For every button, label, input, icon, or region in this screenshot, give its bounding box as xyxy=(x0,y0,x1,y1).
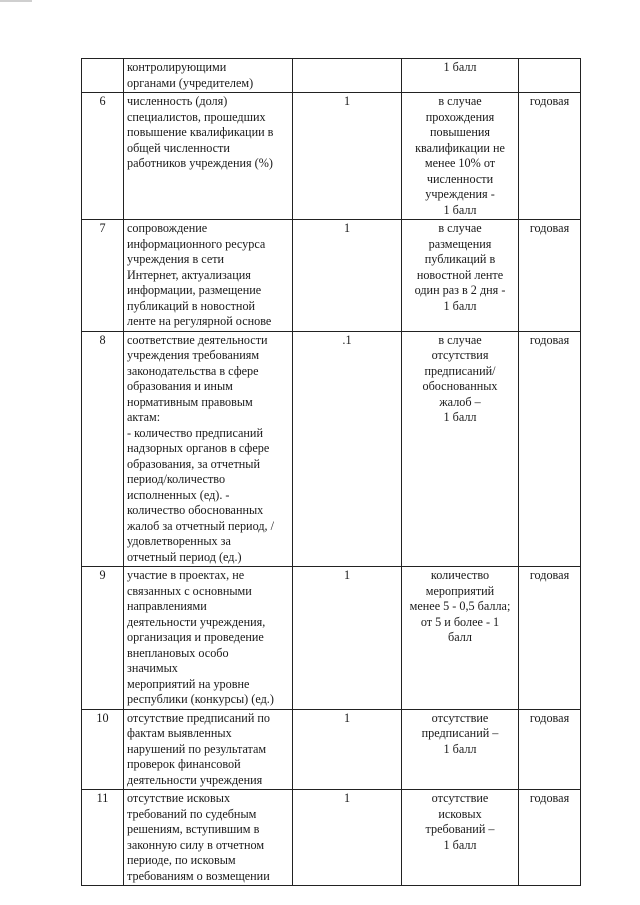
criterion-name-line: фактам выявленных xyxy=(127,726,232,740)
criterion-name-line: образования и иным xyxy=(127,379,233,393)
condition-line: 1 балл xyxy=(443,837,477,852)
table-row xyxy=(82,220,581,332)
criterion-name-line: контролирующими xyxy=(127,60,227,74)
condition-cell xyxy=(402,93,519,220)
row-number-cell: 9 xyxy=(82,567,124,710)
criterion-name-line: нормативным правовым xyxy=(127,394,253,409)
criterion-name-line: надзорных органов в сфере xyxy=(127,441,270,455)
criterion-name-line: специалистов, прошедших xyxy=(127,109,266,124)
condition-line: мероприятий xyxy=(425,583,495,598)
condition-line: отсутствия xyxy=(431,348,489,362)
table-row xyxy=(82,790,581,886)
criterion-name-cell xyxy=(124,567,293,710)
criterion-name-line: период/количество xyxy=(127,472,226,486)
criterion-name-cell xyxy=(124,331,293,567)
criterion-name-line: республики (конкурсы) (ед.) xyxy=(127,692,274,706)
weight-cell: 1 xyxy=(293,567,402,710)
criterion-name-line: требованиям о возмещении xyxy=(127,868,270,883)
criterion-name-line: количество обоснованных xyxy=(127,503,264,517)
criterion-name-line: сопровождение xyxy=(127,221,208,235)
period-cell: годовая xyxy=(519,331,581,567)
criterion-name-line: публикаций в новостной xyxy=(127,298,256,313)
condition-line: повышения xyxy=(429,125,490,139)
criterion-name-line: актам: xyxy=(127,410,161,424)
condition-line: жалоб – xyxy=(439,394,481,409)
criterion-name-cell xyxy=(124,790,293,886)
condition-line: численности xyxy=(426,171,494,186)
condition-line: предписаний/ xyxy=(424,363,496,378)
condition-line: публикаций в xyxy=(424,252,496,266)
row-number-cell xyxy=(82,59,124,93)
criterion-name-line: законодательства в сфере xyxy=(127,363,259,378)
criterion-name-cell xyxy=(124,709,293,790)
weight-cell: 1 xyxy=(293,220,402,332)
row-number-cell: 7 xyxy=(82,220,124,332)
row-number-cell: 6 xyxy=(82,93,124,220)
condition-line: количество xyxy=(430,568,490,582)
criterion-name-line: участие в проектах, не xyxy=(127,568,245,582)
criterion-name-line: учреждения в сети xyxy=(127,252,225,266)
condition-line: отсутствие xyxy=(431,791,489,805)
criterion-name-line: отсутствие предписаний по xyxy=(127,710,271,725)
period-cell: годовая xyxy=(519,567,581,710)
condition-line: обоснованных xyxy=(422,379,498,393)
condition-line: размещения xyxy=(428,236,492,251)
criterion-name-line: - количество предписаний xyxy=(127,425,263,440)
period-cell: годовая xyxy=(519,709,581,790)
criterion-name-line: повышение квалификации в xyxy=(127,125,274,139)
weight-cell: 1 xyxy=(293,709,402,790)
period-cell xyxy=(519,59,581,93)
condition-line: от 5 и более - 1 xyxy=(420,614,500,629)
condition-line: в случае xyxy=(438,94,482,108)
condition-line: 1 балл xyxy=(443,202,477,217)
criterion-name-line: информационного ресурса xyxy=(127,236,266,251)
condition-line: 1 балл xyxy=(443,741,477,756)
criterion-name-line: исполненных (ед). - xyxy=(127,487,230,502)
condition-line: квалификации не xyxy=(415,140,505,155)
period-cell: годовая xyxy=(519,790,581,886)
condition-line: балл xyxy=(448,630,472,644)
condition-line: 1 балл xyxy=(443,298,477,313)
condition-line: менее 10% от xyxy=(424,156,496,170)
criterion-name-cell xyxy=(124,93,293,220)
criterion-name-line: организация и проведение xyxy=(127,630,264,644)
table-row xyxy=(82,331,581,567)
criteria-table-body xyxy=(82,59,581,886)
criterion-name-line: деятельности учреждения xyxy=(127,772,263,787)
criterion-name-line: внеплановых особо xyxy=(127,645,229,660)
table-row xyxy=(82,567,581,710)
criterion-name-line: направлениями xyxy=(127,599,207,613)
criterion-name-line: ленте на регулярной основе xyxy=(127,314,272,328)
condition-line: 1 балл xyxy=(443,410,477,424)
table-row xyxy=(82,709,581,790)
criterion-name-line: удовлетворенных за xyxy=(127,534,231,548)
criterion-name-cell xyxy=(124,59,293,93)
criterion-name-line: общей численности xyxy=(127,140,230,155)
condition-line: менее 5 - 0,5 балла; xyxy=(409,599,511,613)
period-cell: годовая xyxy=(519,93,581,220)
criterion-name-line: мероприятий на уровне xyxy=(127,676,250,691)
criterion-name-line: работников учреждения (%) xyxy=(127,156,273,170)
condition-cell xyxy=(402,331,519,567)
weight-cell: 1 xyxy=(293,93,402,220)
condition-line: в случае xyxy=(438,332,482,347)
period-cell: годовая xyxy=(519,220,581,332)
condition-cell xyxy=(402,709,519,790)
row-number-cell: 11 xyxy=(82,790,124,886)
condition-line: требований – xyxy=(425,822,495,836)
table-row xyxy=(82,93,581,220)
criterion-name-line: жалоб за отчетный период, / xyxy=(127,518,275,533)
condition-cell xyxy=(402,567,519,710)
criterion-name-line: образования, за отчетный xyxy=(127,456,261,471)
criteria-table xyxy=(81,58,581,886)
criterion-name-line: связанных с основными xyxy=(127,583,252,598)
criterion-name-line: информации, размещение xyxy=(127,283,262,297)
criterion-name-line: решениям, вступившим в xyxy=(127,822,260,836)
criterion-name-line: численность (доля) xyxy=(127,94,228,108)
condition-line: в случае xyxy=(438,221,482,235)
criterion-name-line: органами (учредителем) xyxy=(127,75,254,90)
criterion-name-line: деятельности учреждения, xyxy=(127,614,266,629)
criterion-name-line: периоде, по исковым xyxy=(127,853,236,867)
condition-line: отсутствие xyxy=(431,710,489,725)
weight-cell xyxy=(293,59,402,93)
condition-line: предписаний – xyxy=(421,726,499,740)
criterion-name-line: отсутствие исковых xyxy=(127,791,231,805)
row-number-cell: 8 xyxy=(82,331,124,567)
scan-corner-mark xyxy=(0,0,32,2)
criterion-name-line: законную силу в отчетном xyxy=(127,837,265,852)
condition-line: прохождения xyxy=(425,109,495,124)
criterion-name-cell xyxy=(124,220,293,332)
row-number-cell: 10 xyxy=(82,709,124,790)
criterion-name-line: нарушений по результатам xyxy=(127,741,267,756)
criterion-name-line: учреждения требованиям xyxy=(127,348,260,362)
condition-cell xyxy=(402,220,519,332)
condition-line: один раз в 2 дня - xyxy=(414,283,506,297)
condition-cell xyxy=(402,790,519,886)
criterion-name-line: значимых xyxy=(127,661,178,675)
criterion-name-line: Интернет, актуализация xyxy=(127,267,251,282)
condition-line: учреждения - xyxy=(425,187,495,201)
condition-line: 1 балл xyxy=(443,60,477,74)
condition-cell xyxy=(402,59,519,93)
criterion-name-line: отчетный период (ед.) xyxy=(127,549,242,564)
criterion-name-line: требований по судебным xyxy=(127,806,257,821)
weight-cell: .1 xyxy=(293,331,402,567)
condition-line: исковых xyxy=(438,806,482,821)
condition-line: новостной ленте xyxy=(416,267,504,282)
criterion-name-line: соответствие деятельности xyxy=(127,332,268,347)
criterion-name-line: проверок финансовой xyxy=(127,757,241,771)
weight-cell: 1 xyxy=(293,790,402,886)
table-row xyxy=(82,59,581,93)
